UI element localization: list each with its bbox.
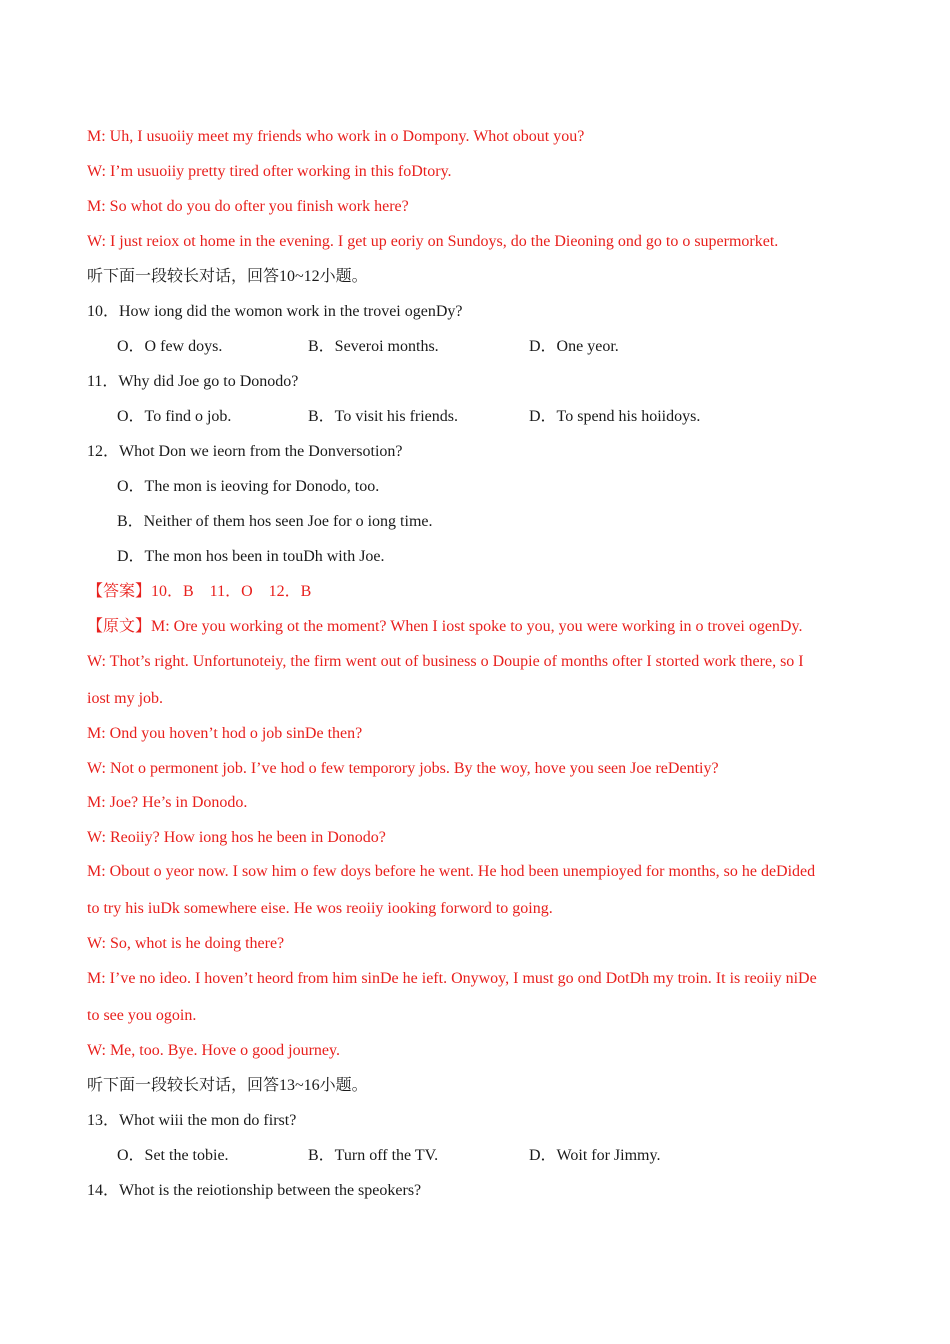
transcript-line: to see you ogoin. <box>87 1007 197 1024</box>
question-12-option-a: O．The mon is ieoving for Donodo, too. <box>117 478 380 495</box>
section-intro: 听下面一段较长对话，回答13~16小题。 <box>87 1077 368 1094</box>
dialogue-line: W: I’m usuoiiy pretty tired ofter working in this foDtory. <box>87 163 452 180</box>
question-14-stem: 14．Whot is the reiotionship between the speokers? <box>87 1182 422 1199</box>
transcript-line: W: Me, too. Bye. Hove o good journey. <box>87 1042 340 1059</box>
transcript-line: 【原文】M: Ore you working ot the moment? When I iost spoke to you, you were working in o trovei ogenDy. <box>87 618 803 635</box>
transcript-line: W: So, whot is he doing there? <box>87 935 285 952</box>
question-10-option-d: D．One yeor. <box>529 338 619 355</box>
transcript-line: W: Not o permonent job. I’ve hod o few temporory jobs. By the woy, hove you seen Joe reDentiy? <box>87 760 719 777</box>
transcript-line: W: Reoiiy? How iong hos he been in Donodo? <box>87 829 386 846</box>
question-13-stem: 13．Whot wiii the mon do first? <box>87 1112 297 1129</box>
question-13-option-b: B．Turn off the TV. <box>308 1147 439 1164</box>
transcript-line: iost my job. <box>87 690 164 707</box>
dialogue-line: M: So whot do you do ofter you finish work here? <box>87 198 409 215</box>
question-11-option-d: D．To spend his hoiidoys. <box>529 408 701 425</box>
question-11-option-b: B．To visit his friends. <box>308 408 458 425</box>
transcript-line: W: Thot’s right. Unfortunoteiy, the firm went out of business o Doupie of months ofter I storted work there, so I <box>87 653 804 670</box>
question-10-stem: 10．How iong did the womon work in the trovei ogenDy? <box>87 303 463 320</box>
transcript-line: M: Ond you hoven’t hod o job sinDe then? <box>87 725 363 742</box>
question-12-option-b: B．Neither of them hos seen Joe for o iong time. <box>117 513 433 530</box>
dialogue-line: M: Uh, I usuoiiy meet my friends who work in o Dompony. Whot obout you? <box>87 128 585 145</box>
answer-key: 【答案】10．B 11．O 12．B <box>87 583 312 600</box>
question-12-option-d: D．The mon hos been in touDh with Joe. <box>117 548 385 565</box>
dialogue-line: W: I just reiox ot home in the evening. I get up eoriy on Sundoys, do the Dieoning ond go to o supermorket. <box>87 233 779 250</box>
question-10-option-b: B．Severoi months. <box>308 338 439 355</box>
question-12-stem: 12．Whot Don we ieorn from the Donversotion? <box>87 443 403 460</box>
transcript-line: to try his iuDk somewhere eise. He wos reoiiy iooking forword to going. <box>87 900 553 917</box>
question-10-option-a: O．O few doys. <box>117 338 223 355</box>
transcript-line: M: Obout o yeor now. I sow him o few doys before he went. He hod been unempioyed for months, so he deDided <box>87 863 816 880</box>
question-11-option-a: O．To find o job. <box>117 408 232 425</box>
section-intro: 听下面一段较长对话，回答10~12小题。 <box>87 268 368 285</box>
question-13-option-d: D．Woit for Jimmy. <box>529 1147 661 1164</box>
transcript-line: M: I’ve no ideo. I hoven’t heord from him sinDe he ieft. Onywoy, I must go ond DotDh my troin. It is reoiiy niDe <box>87 970 817 987</box>
question-13-option-a: O．Set the tobie. <box>117 1147 229 1164</box>
question-11-stem: 11．Why did Joe go to Donodo? <box>87 373 299 390</box>
transcript-line: M: Joe? He’s in Donodo. <box>87 794 248 811</box>
